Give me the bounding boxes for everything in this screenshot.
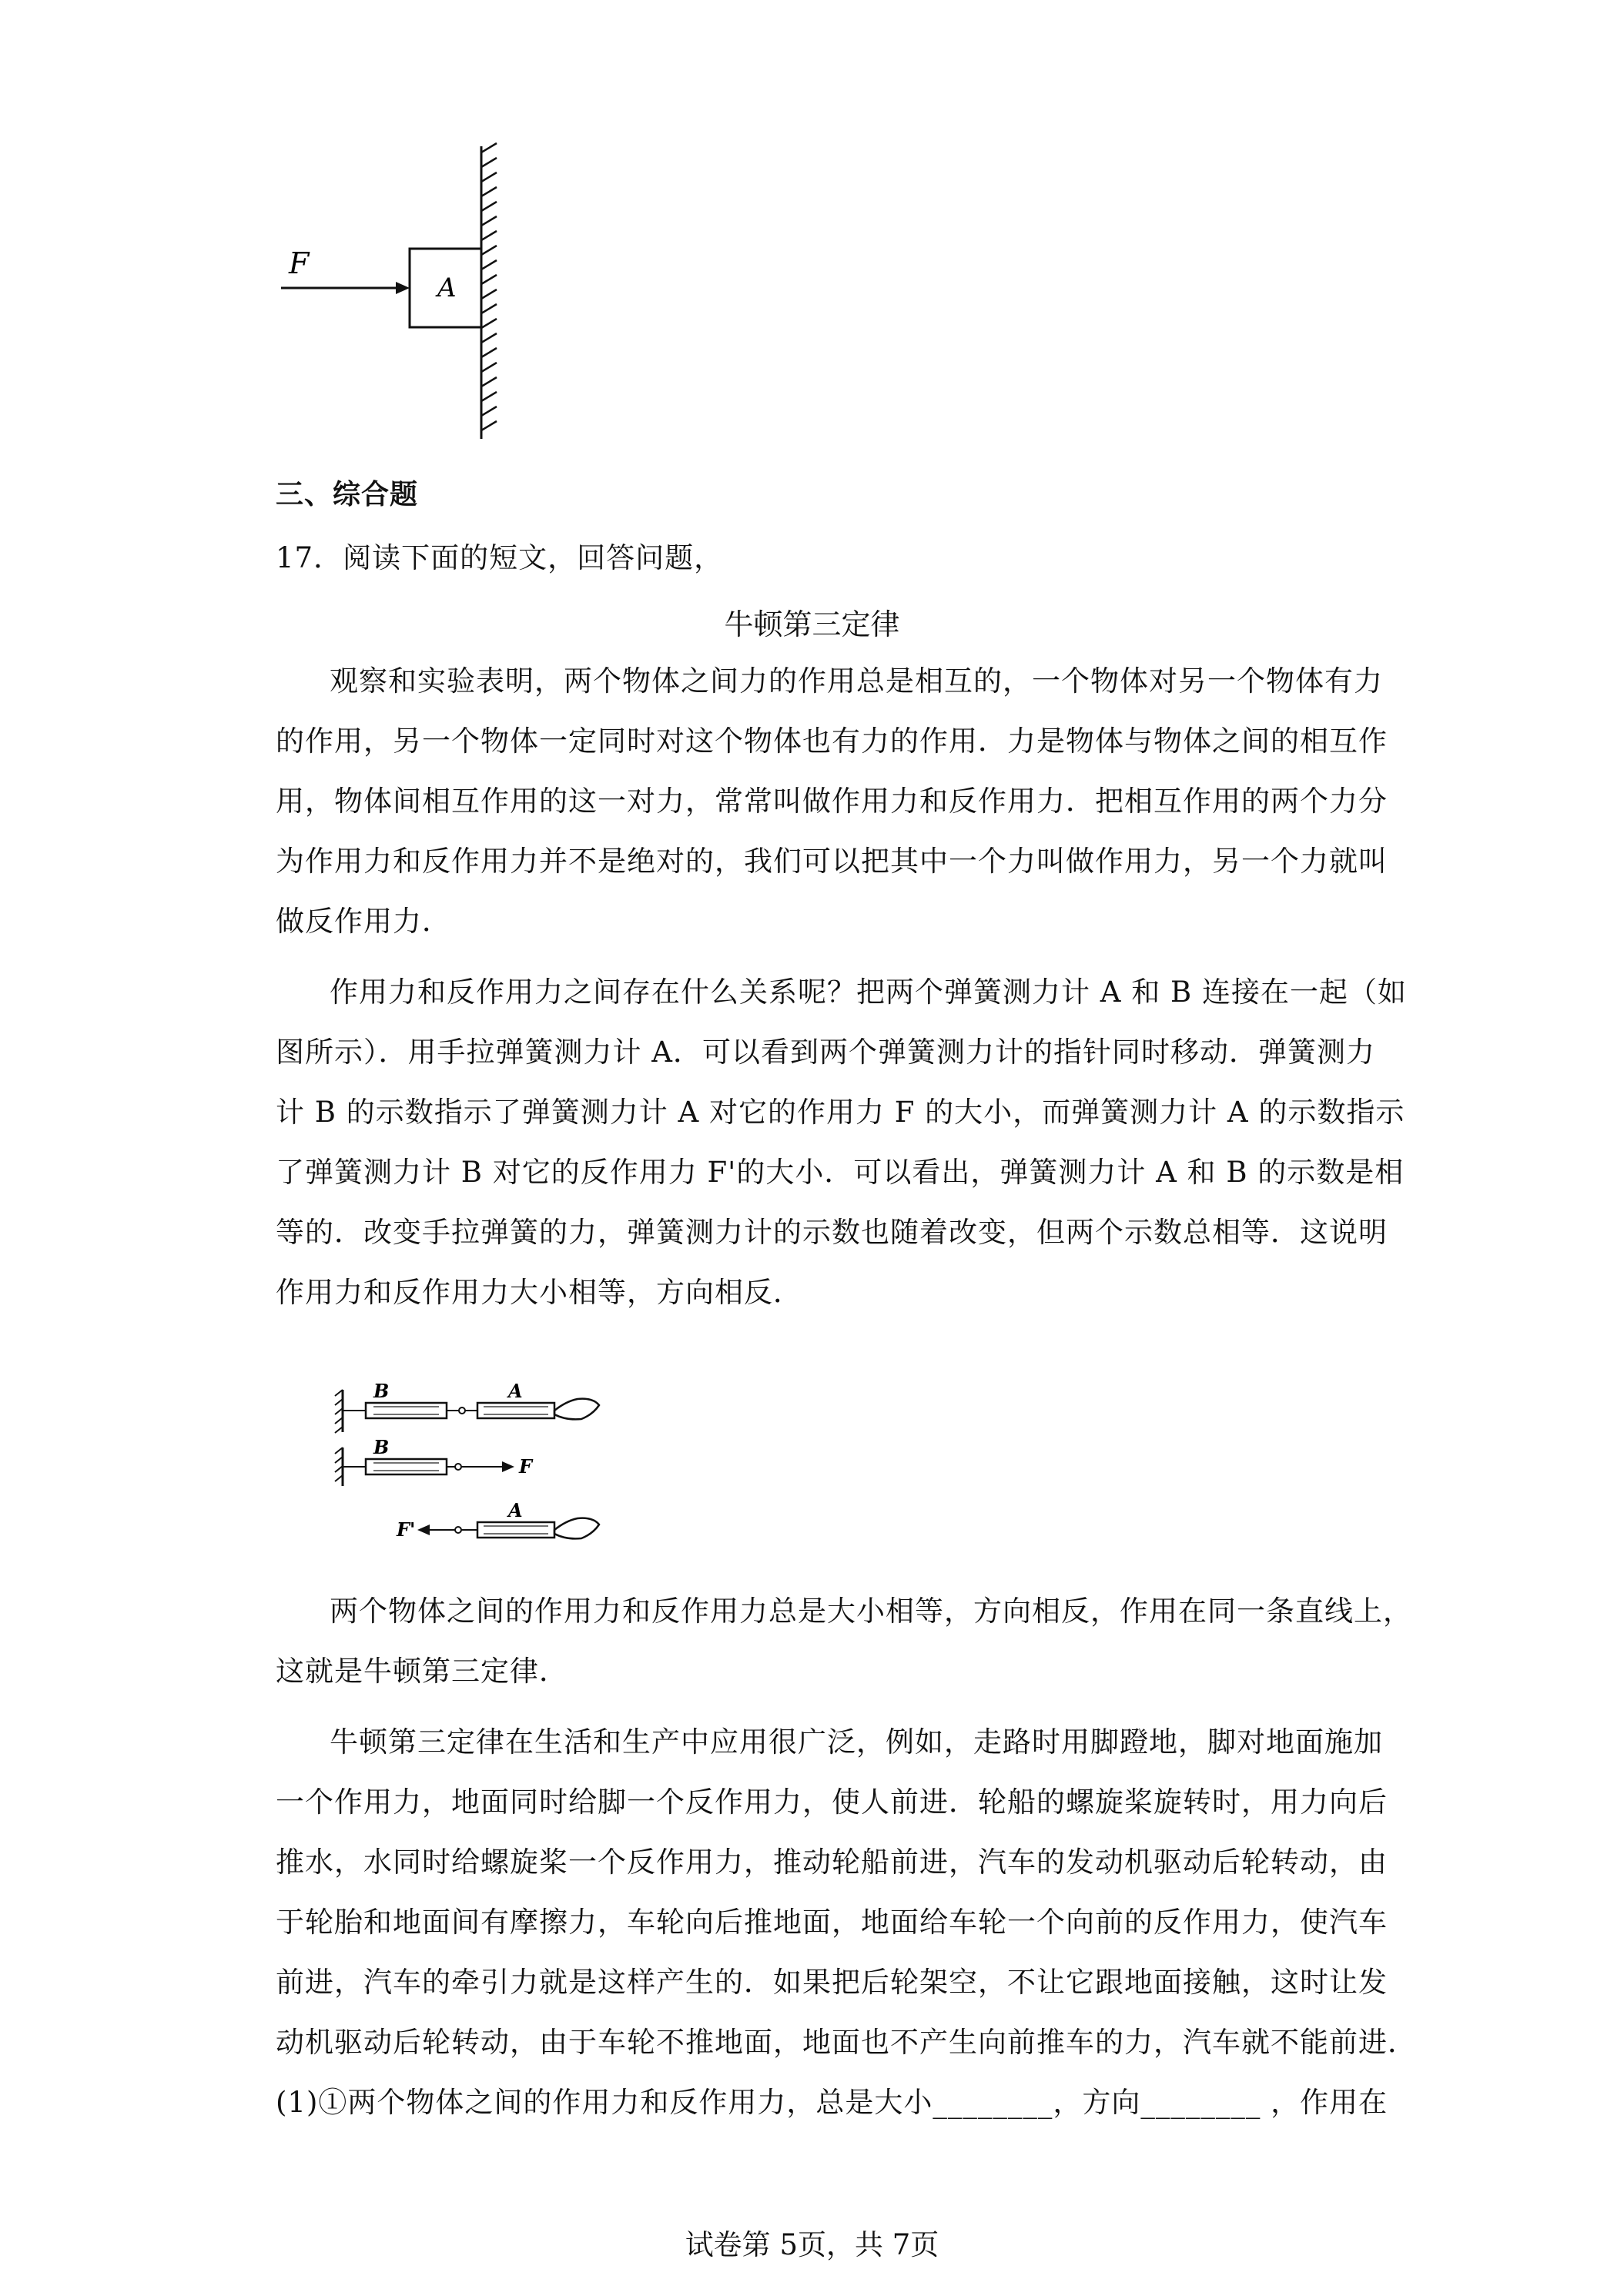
wall-hatch-mark: [481, 275, 497, 284]
paragraph1-line: 用，物体间相互作用的这一对力，常常叫做作用力和反作用力．把相互作用的两个力分: [276, 785, 1388, 818]
wall-hatch-mark: [481, 304, 497, 313]
paragraph2-line: 图所示）．用手拉弹簧测力计 A．可以看到两个弹簧测力计的指针同时移动．弹簧测力: [276, 1036, 1375, 1069]
paragraph3-line: 这就是牛顿第三定律．: [276, 1655, 568, 1688]
paragraph4-line: 一个作用力，地面同时给脚一个反作用力，使人前进．轮船的螺旋桨旋转时，用力向后: [276, 1786, 1388, 1819]
wall-hatch-mark: [481, 158, 497, 167]
paragraph2-line: 作用力和反作用力大小相等，方向相反．: [276, 1276, 802, 1309]
wall-hatching: [481, 143, 497, 430]
spring-scale-b-row2: [366, 1459, 447, 1474]
paragraph3-line: 两个物体之间的作用力和反作用力总是大小相等，方向相反，作用在同一条直线上，: [330, 1595, 1412, 1628]
label-a-row1: A: [508, 1380, 523, 1402]
wall-hatch-mark: [481, 363, 497, 372]
wall-hatch-mark: [481, 246, 497, 255]
paragraph4-line: 于轮胎和地面间有摩擦力，车轮向后推地面，地面给车轮一个向前的反作用力，使汽车: [276, 1906, 1388, 1939]
paragraph1-line: 观察和实验表明，两个物体之间力的作用总是相互的，一个物体对另一个物体有力: [330, 664, 1383, 698]
spring-scale-a-row1: [477, 1403, 554, 1418]
wall-hatch-mark: [481, 202, 497, 211]
paragraph1-line: 为作用力和反作用力并不是绝对的，我们可以把其中一个力叫做作用力，另一个力就叫: [276, 845, 1388, 878]
paragraph1-line: 的作用，另一个物体一定同时对这个物体也有力的作用．力是物体与物体之间的相互作: [276, 725, 1388, 758]
paragraph4-line: 动机驱动后轮转动，由于车轮不推地面，地面也不产生向前推车的力，汽车就不能前进．: [276, 2026, 1417, 2059]
question-intro: 17．阅读下面的短文，回答问题，: [276, 541, 724, 574]
wall-hatch-mark: [481, 407, 497, 416]
wall-hatch-mark: [481, 187, 497, 196]
wall-hatch-mark: [481, 392, 497, 401]
wall-hatch-mark: [481, 143, 497, 152]
paragraph4-line: 前进，汽车的牵引力就是这样产生的．如果把后轮架空，不让它跟地面接触，这时让发: [276, 1966, 1388, 1999]
wall-hatch-mark: [481, 377, 497, 387]
wall-hatch-mark: [481, 216, 497, 226]
wall-hatch-mark: [481, 260, 497, 269]
paragraph2-line: 等的．改变手拉弹簧的力，弹簧测力计的示数也随着改变，但两个示数总相等．这说明: [276, 1216, 1388, 1249]
paragraph4-line: 推水，水同时给螺旋桨一个反作用力，推动轮船前进，汽车的发动机驱动后轮转动，由: [276, 1846, 1388, 1879]
passage-title: 牛顿第三定律: [724, 607, 900, 641]
hand-icon-row1: [554, 1399, 599, 1420]
wall-hatch-mark: [481, 421, 497, 430]
spring-scale-a-row3: [477, 1522, 554, 1538]
label-fprime: F': [397, 1518, 416, 1541]
spring-scale-b-row1: [366, 1403, 447, 1418]
arrow-f: [502, 1461, 514, 1472]
label-f: F: [519, 1455, 533, 1478]
wall-hatch-mark: [481, 348, 497, 357]
paragraph4-line: 牛顿第三定律在生活和生产中应用很广泛，例如，走路时用脚蹬地，脚对地面施加: [330, 1725, 1383, 1759]
figure-force-block-wall: [262, 139, 524, 447]
wall-hatch-mark: [481, 172, 497, 182]
sub-question-1: (1)①两个物体之间的作用力和反作用力，总是大小________，方向________ ，作用在: [276, 2086, 1388, 2119]
label-b-row2: B: [373, 1436, 390, 1458]
force-arrowhead: [396, 282, 410, 294]
paragraph2-line: 计 B 的示数指示了弹簧测力计 A 对它的作用力 F 的大小，而弹簧测力计 A 的示数指示: [276, 1096, 1405, 1129]
wall-hatch-mark: [481, 333, 497, 343]
force-label: F: [289, 246, 310, 280]
paragraph2-line: 作用力和反作用力之间存在什么关系呢？把两个弹簧测力计 A 和 B 连接在一起（如: [330, 976, 1407, 1009]
section-heading: 三、综合题: [276, 479, 419, 510]
hand-icon-row3: [554, 1518, 599, 1539]
block-a-label: A: [437, 273, 457, 303]
paragraph1-line: 做反作用力．: [276, 905, 451, 938]
wall-hatch-mark: [481, 319, 497, 328]
page-footer: 试卷第 5页，共 7页: [685, 2228, 939, 2261]
figure-spring-scales: [331, 1367, 624, 1559]
label-a-row3: A: [508, 1499, 523, 1521]
label-b-row1: B: [373, 1380, 390, 1402]
paragraph2-line: 了弹簧测力计 B 对它的反作用力 F'的大小．可以看出，弹簧测力计 A 和 B 的示数是相: [276, 1156, 1405, 1189]
wall-hatch-mark: [481, 231, 497, 240]
wall-hatch-mark: [481, 290, 497, 299]
